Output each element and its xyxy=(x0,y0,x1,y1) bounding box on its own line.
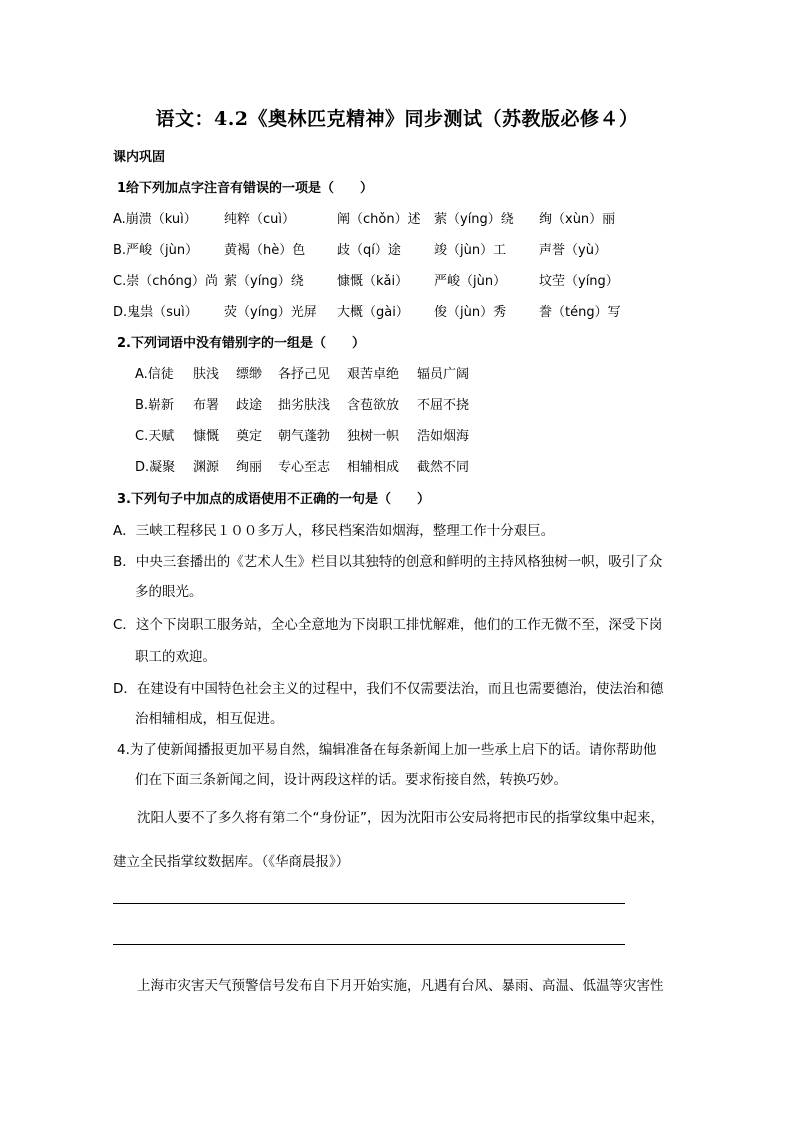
section-heading: 课内巩固 xyxy=(113,150,166,165)
question-3-option-a: A．三峡工程移民１００多万人，移民档案浩如烟海，整理工作十分艰巨。 xyxy=(113,523,555,539)
question-2-option-d-word-5: 相辅相成 xyxy=(347,460,400,475)
question-2-option-c-word-4: 朝气蓬勃 xyxy=(278,429,331,444)
question-2-option-a-word-2: 肤浅 xyxy=(193,367,220,382)
question-1-option-c-item-2: 萦（yíng）绕 xyxy=(224,274,304,289)
question-2-option-a-word-6: 辐员广阔 xyxy=(417,367,470,382)
question-1-option-c-item-1: C.崇（chóng）尚 xyxy=(113,274,219,289)
question-1-option-b-item-4: 竣（jùn）工 xyxy=(434,243,507,258)
question-2-option-a-word-3: 缥缈 xyxy=(236,367,263,382)
answer-line-2[interactable] xyxy=(113,944,625,945)
question-1-option-d-item-4: 俊（jùn）秀 xyxy=(434,305,507,320)
question-1-option-a-item-2: 纯粹（cuì） xyxy=(224,212,295,227)
news-item-2: 上海市灾害天气预警信号发布自下月开始实施，凡遇有台风、暴雨、高温、低温等灾害性 xyxy=(137,978,664,994)
question-2-option-b-word-6: 不屈不挠 xyxy=(417,398,470,413)
question-3-stem: 3.下列句子中加点的成语使用不正确的一句是（ ） xyxy=(117,492,430,507)
question-1-option-d-item-1: D.鬼祟（suì） xyxy=(113,305,198,320)
question-1-option-a-item-5: 绚（xùn）丽 xyxy=(539,212,616,227)
page-title: 语文：4.2《奥林匹克精神》同步测试（苏教版必修４） xyxy=(155,108,639,130)
question-1-option-b-item-3: 歧（qí）途 xyxy=(337,243,401,258)
question-2-option-b-word-1: B.崭新 xyxy=(135,398,175,413)
question-1-option-a-item-4: 萦（yíng）绕 xyxy=(434,212,514,227)
question-2-option-a-word-4: 各抒己见 xyxy=(278,367,331,382)
question-2-option-d-word-2: 渊源 xyxy=(193,460,220,475)
question-1-option-b-item-2: 黄褐（hè）色 xyxy=(224,243,306,258)
question-2-option-a-word-1: A.信徒 xyxy=(135,367,174,382)
question-2-option-b-word-2: 布署 xyxy=(193,398,220,413)
question-3-option-b: B．中央三套播出的《艺术人生》栏目以其独特的创意和鲜明的主持风格独树一帜，吸引了众 xyxy=(113,554,663,570)
question-1-option-a-item-1: A.崩溃（kuì） xyxy=(113,212,197,227)
answer-line-1[interactable] xyxy=(113,903,625,904)
question-2-option-d-word-6: 截然不同 xyxy=(417,460,470,475)
question-2-option-c-word-1: C.天赋 xyxy=(135,429,175,444)
news-item-1: 沈阳人要不了多久将有第二个“身份证”，因为沈阳市公安局将把市民的指掌纹集中起来， xyxy=(137,810,664,826)
question-2-option-b-word-4: 拙劣肤浅 xyxy=(278,398,331,413)
question-3-option-c: C．这个下岗职工服务站，全心全意地为下岗职工排忧解难，他们的工作无微不至，深受下岗 xyxy=(113,617,663,633)
question-3-option-d: D．在建设有中国特色社会主义的过程中，我们不仅需要法治，而且也需要德治，使法治和德 xyxy=(113,681,664,697)
question-3-option-b-cont: 多的眼光。 xyxy=(135,584,203,600)
question-2-option-b-word-3: 歧途 xyxy=(236,398,263,413)
question-1-option-c-item-4: 严峻（jùn） xyxy=(434,274,507,289)
question-4-stem: 4.为了使新闻播报更加平易自然，编辑准备在每条新闻上加一些承上启下的话。请你帮助他 xyxy=(117,742,657,758)
question-2-option-b-word-5: 含苞欲放 xyxy=(347,398,400,413)
question-1-option-b-item-1: B.严峻（jùn） xyxy=(113,243,199,258)
question-3-option-d-cont: 治相辅相成，相互促进。 xyxy=(135,711,284,727)
question-4-stem-cont: 们在下面三条新闻之间，设计两段这样的话。要求衔接自然，转换巧妙。 xyxy=(135,772,567,788)
question-3-option-c-cont: 职工的欢迎。 xyxy=(135,649,216,665)
question-1-option-d-item-5: 誊（téng）写 xyxy=(539,305,621,320)
question-2-stem: 2.下列词语中没有错别字的一组是（ ） xyxy=(117,336,365,351)
question-2-option-a-word-5: 艰苦卓绝 xyxy=(347,367,400,382)
question-1-stem: 1给下列加点字注音有错误的一项是（ ） xyxy=(117,181,374,196)
question-1-option-b-item-5: 声誉（yù） xyxy=(539,243,607,258)
question-1-option-c-item-3: 慷慨（kǎi） xyxy=(337,274,409,289)
question-1-option-c-item-5: 坟茔（yíng） xyxy=(539,274,619,289)
question-2-option-d-word-1: D.凝聚 xyxy=(135,460,176,475)
question-2-option-d-word-3: 绚丽 xyxy=(236,460,263,475)
question-2-option-d-word-4: 专心至志 xyxy=(278,460,331,475)
question-2-option-c-word-2: 慷慨 xyxy=(193,429,220,444)
question-1-option-d-item-3: 大概（gài） xyxy=(337,305,409,320)
question-1-option-a-item-3: 阐（chǒn）述 xyxy=(337,212,421,227)
question-2-option-c-word-6: 浩如烟海 xyxy=(417,429,470,444)
question-2-option-c-word-5: 独树一帜 xyxy=(347,429,400,444)
question-2-option-c-word-3: 奠定 xyxy=(236,429,263,444)
question-1-option-d-item-2: 荧（yíng）光屏 xyxy=(224,305,317,320)
news-item-1-cont: 建立全民指掌纹数据库。（《华商晨报》） xyxy=(113,854,350,870)
